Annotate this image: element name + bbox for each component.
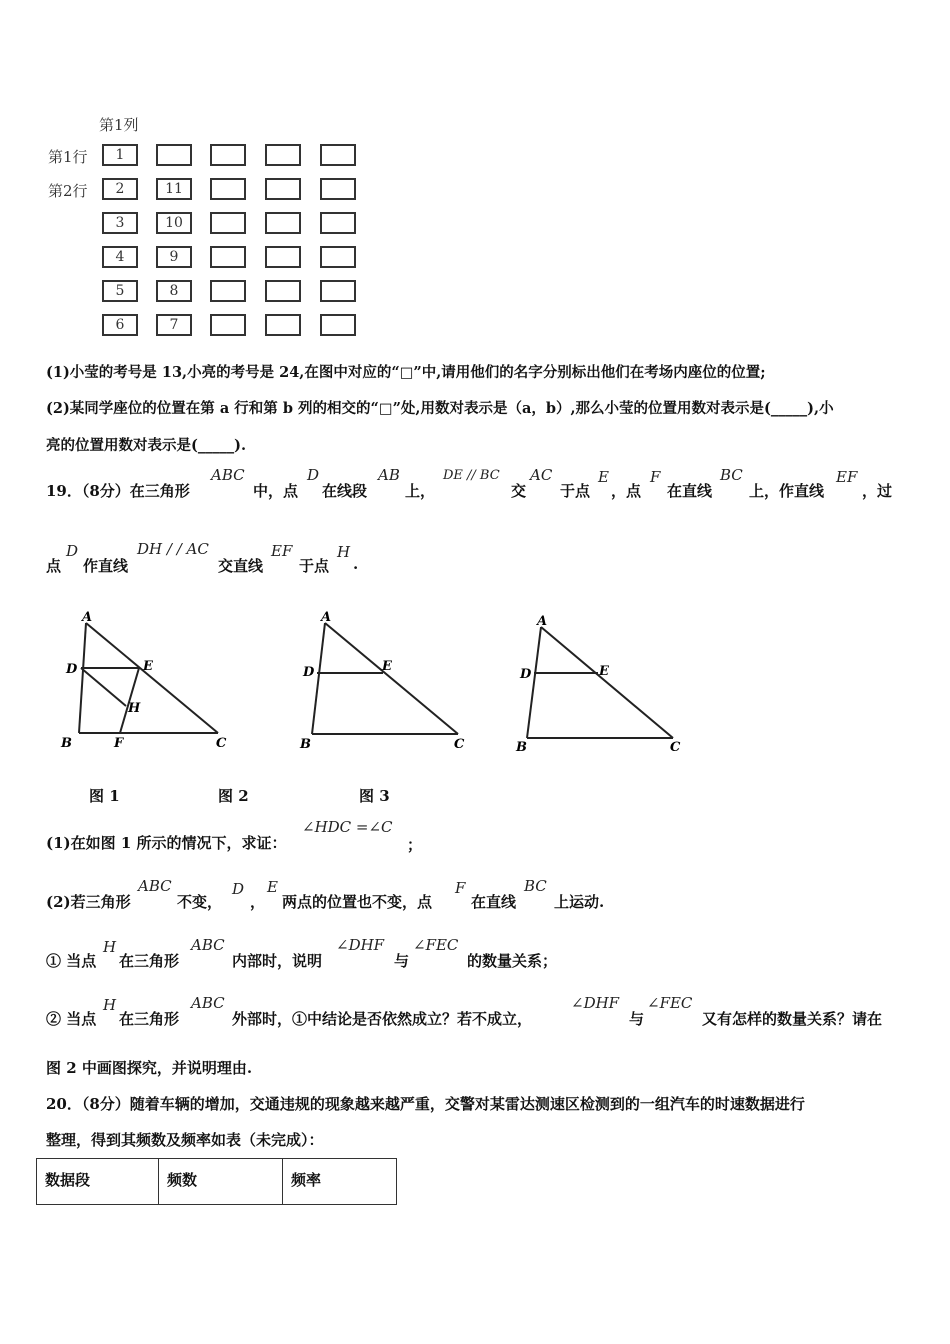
math-abc: ABC — [191, 994, 225, 1012]
seat-box[interactable] — [320, 144, 356, 166]
math-h: H — [103, 996, 117, 1014]
vertex-label: F — [114, 736, 124, 751]
q19-text: ② 当点 — [46, 1010, 97, 1028]
math-e: E — [267, 878, 278, 896]
seat-box[interactable]: 8 — [156, 280, 192, 302]
q18-part2-line2: 亮的位置用数对表示是(_____). — [46, 437, 247, 454]
math-bc: BC — [720, 466, 743, 484]
q19-text: ① 当点 — [46, 952, 97, 970]
q19-text: . — [353, 555, 359, 573]
q19-text: ； — [407, 836, 423, 854]
math-abc: ABC — [138, 877, 172, 895]
q19-text: 又有怎样的数量关系？请在 — [702, 1010, 883, 1028]
seat-box[interactable]: 3 — [102, 212, 138, 234]
vertex-label: E — [382, 659, 392, 674]
math-f: F — [455, 879, 466, 897]
vertex-label: C — [216, 736, 227, 751]
seat-box[interactable]: 11 — [156, 178, 192, 200]
q19-text: 上运动. — [554, 893, 605, 911]
seat-box[interactable]: 5 — [102, 280, 138, 302]
vertex-label: C — [454, 737, 465, 752]
q19-text: 作直线 — [83, 557, 129, 575]
q19-text: 与 — [629, 1010, 645, 1028]
math-ab: AB — [378, 466, 400, 484]
seat-box[interactable]: 7 — [156, 314, 192, 336]
q19-text: 与 — [394, 952, 410, 970]
q19-text: 不变， — [177, 893, 223, 911]
q19-text: 中，点 — [253, 482, 299, 500]
seat-box[interactable] — [320, 280, 356, 302]
math-dh-parallel-ac: DH / / AC — [137, 540, 209, 558]
seat-box[interactable]: 1 — [102, 144, 138, 166]
math-angle-dhf: ∠DHF — [336, 936, 385, 954]
seat-box[interactable]: 10 — [156, 212, 192, 234]
math-abc: ABC — [191, 936, 225, 954]
vertex-label: C — [670, 740, 681, 755]
q19-text: 在三角形 — [119, 1010, 180, 1028]
math-abc: ABC — [211, 466, 245, 484]
q19-text: ，点 — [611, 482, 642, 500]
math-d: D — [232, 880, 245, 898]
seat-box[interactable] — [210, 280, 246, 302]
table-header-row — [37, 1159, 397, 1205]
vertex-label: A — [321, 610, 332, 625]
math-de-parallel-bc: DE // BC — [443, 468, 500, 483]
column-label: 第1列 — [99, 116, 139, 134]
math-d: D — [66, 542, 79, 560]
q19-text: 在直线 — [667, 482, 713, 500]
vertex-label: B — [61, 736, 72, 751]
figure-2 — [295, 608, 480, 753]
q19-text: 上， — [405, 482, 436, 500]
math-angle-hdc-eq-c: ∠HDC =∠C — [302, 818, 393, 836]
figure-3-caption: 图 3 — [359, 787, 390, 805]
q19-text: 在直线 — [471, 893, 517, 911]
seat-box[interactable]: 2 — [102, 178, 138, 200]
figure-2-caption: 图 2 — [218, 787, 249, 805]
seat-box[interactable]: 4 — [102, 246, 138, 268]
figure-1-caption: 图 1 — [89, 787, 120, 805]
seat-box[interactable] — [210, 246, 246, 268]
seat-box[interactable] — [265, 280, 301, 302]
q19-text: 交直线 — [218, 557, 264, 575]
q19-text: 于点 — [299, 557, 330, 575]
seat-box[interactable] — [320, 178, 356, 200]
table-header-cell: 数据段 — [37, 1159, 159, 1205]
vertex-label: D — [303, 665, 315, 680]
figure-3 — [510, 612, 695, 757]
seat-box[interactable] — [320, 246, 356, 268]
seat-box[interactable] — [210, 212, 246, 234]
seat-box[interactable] — [320, 212, 356, 234]
seat-box[interactable] — [210, 178, 246, 200]
q18-part2-line1: (2)某同学座位的位置在第 a 行和第 b 列的相交的“□”处,用数对表示是（a，b）,那么小莹的位置用数对表示是(_____),小 — [46, 400, 834, 417]
q19-text: 外部时，①中结论是否依然成立？若不成立， — [232, 1010, 533, 1028]
math-angle-dhf: ∠DHF — [571, 994, 620, 1012]
q19-text: (1)在如图 1 所示的情况下，求证： — [46, 834, 287, 852]
q19-text: 19．（8分）在三角形 — [46, 482, 190, 500]
math-h: H — [103, 938, 117, 956]
vertex-label: B — [516, 740, 527, 755]
q19-text: 在三角形 — [119, 952, 180, 970]
q19-text: ， — [250, 893, 266, 911]
seat-box[interactable] — [265, 314, 301, 336]
seat-box[interactable] — [265, 144, 301, 166]
seat-box[interactable]: 9 — [156, 246, 192, 268]
math-e: E — [598, 468, 609, 486]
math-f: F — [650, 468, 661, 486]
seat-box[interactable] — [156, 144, 192, 166]
q19-text: (2)若三角形 — [46, 893, 131, 911]
table-header-cell: 频率 — [283, 1159, 397, 1205]
q18-part1: (1)小莹的考号是 13,小亮的考号是 24,在图中对应的“□”中,请用他们的名字分别标出他们在考场内座位的位置; — [46, 364, 766, 381]
seat-box[interactable] — [210, 144, 246, 166]
seat-box[interactable] — [265, 246, 301, 268]
vertex-label: A — [82, 610, 93, 625]
math-ef: EF — [271, 542, 293, 560]
q19-text: 内部时，说明 — [232, 952, 323, 970]
seat-box[interactable] — [210, 314, 246, 336]
frequency-table — [36, 1158, 397, 1205]
q19-text: 交 — [511, 482, 527, 500]
math-ef: EF — [836, 468, 858, 486]
figure-1 — [55, 608, 240, 753]
q19-text: 点 — [46, 557, 62, 575]
row-2-label: 第2行 — [48, 182, 88, 200]
q19-text: ，过 — [862, 482, 893, 500]
vertex-label: D — [520, 667, 532, 682]
q19-text: 的数量关系； — [467, 952, 558, 970]
seat-box[interactable] — [320, 314, 356, 336]
vertex-label: E — [599, 664, 609, 679]
seat-box[interactable] — [265, 178, 301, 200]
row-1-label: 第1行 — [48, 148, 88, 166]
vertex-label: H — [128, 701, 141, 716]
q20-line1: 20．（8分）随着车辆的增加，交通违规的现象越来越严重，交警对某雷达测速区检测到的一组汽车的时速数据进行 — [46, 1095, 805, 1113]
q19-sub2-case2-line2: 图 2 中画图探究，并说明理由. — [46, 1059, 253, 1077]
math-bc: BC — [524, 877, 547, 895]
seat-box[interactable] — [265, 212, 301, 234]
math-d: D — [307, 466, 320, 484]
table-header-cell: 频数 — [159, 1159, 283, 1205]
q19-text: 在线段 — [322, 482, 368, 500]
math-angle-fec: ∠FEC — [413, 936, 459, 954]
math-angle-fec: ∠FEC — [647, 994, 693, 1012]
q19-text: 上，作直线 — [749, 482, 825, 500]
math-ac: AC — [530, 466, 553, 484]
vertex-label: D — [66, 662, 78, 677]
seat-box[interactable]: 6 — [102, 314, 138, 336]
q19-text: 两点的位置也不变，点 — [282, 893, 433, 911]
vertex-label: B — [300, 737, 311, 752]
q20-line2: 整理，得到其频数及频率如表（未完成）： — [46, 1131, 324, 1149]
math-h: H — [337, 543, 351, 561]
q19-text: 于点 — [560, 482, 591, 500]
vertex-label: E — [143, 659, 153, 674]
vertex-label: A — [537, 614, 548, 629]
